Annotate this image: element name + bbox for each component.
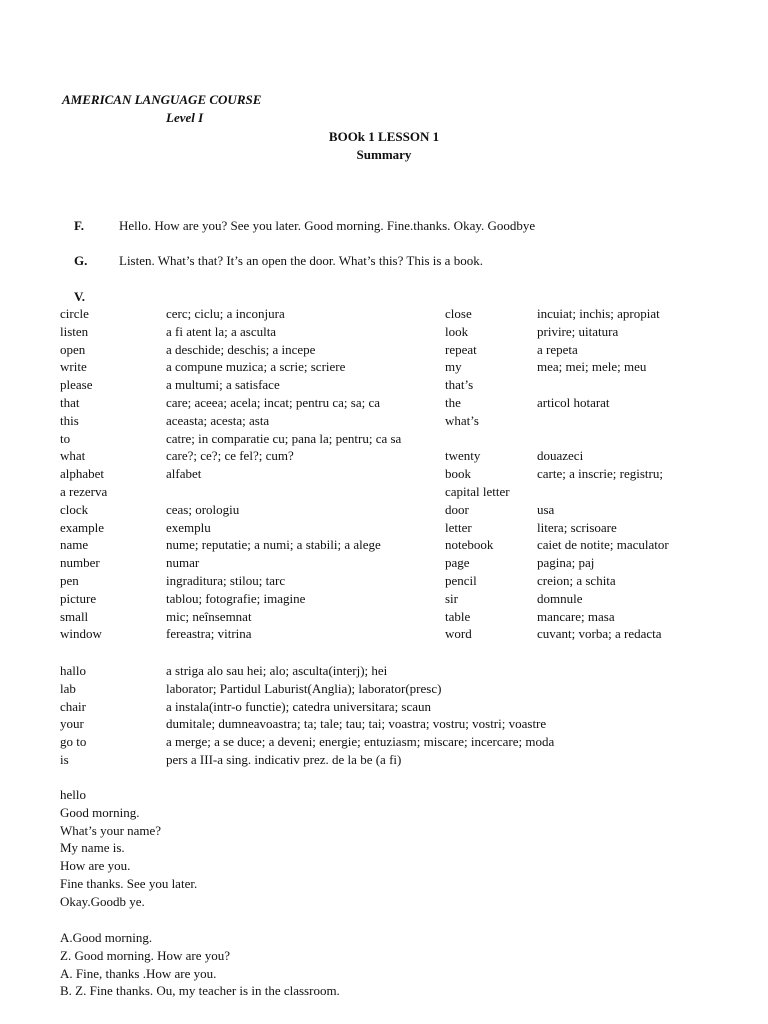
vocab-row [0,323,768,341]
vocab-english-word: the [445,394,461,410]
section-v-label: V. [74,289,85,304]
vocab-row [0,376,768,394]
vocab-translation: douazeci [537,448,584,464]
vocab-translation: numar [166,555,200,571]
vocab-english-word: this [60,412,79,428]
dialog-line: A. Fine, thanks .How are you. [60,965,217,981]
vocab-english-word: example [60,519,105,535]
vocab-translation: nume; reputatie; a numi; a stabili; a alege [166,537,381,553]
vocab-translation: usa [537,501,555,517]
course-title: AMERICAN LANGUAGE COURSE [62,92,262,107]
vocabulary-table [0,305,768,643]
dialog-line: My name is. [60,840,125,856]
vocab-row [0,430,768,448]
vocab-row [0,625,768,643]
vocab-translation: mea; mei; mele; meu [537,359,647,375]
vocab-translation: care?; ce?; ce fel?; cum? [166,448,294,464]
vocab-english-word: number [60,555,100,571]
vocab-translation: mancare; masa [537,608,615,624]
vocab-translation: a repeta [537,341,578,357]
vocab-translation: privire; uitatura [537,323,619,339]
vocab-english-word: to [60,430,71,446]
vocab-english-word: lab [60,680,76,696]
vocab-english-word: go to [60,734,87,750]
vocab-english-word: chair [60,698,86,714]
vocab-english-word: picture [60,590,97,606]
vocab-english-word: open [60,341,86,357]
dialog-line: Z. Good morning. How are you? [60,947,231,963]
vocab-translation: litera; scrisoare [537,519,617,535]
summary-heading: Summary [356,147,412,162]
vocab-english-word: alphabet [60,466,105,482]
book-lesson-text: BOOk 1 LESSON 1 [328,129,440,144]
vocab-english-word: listen [60,323,89,339]
book-lesson-title [0,128,768,146]
vocab-row [0,501,768,519]
vocab-english-word: what’s [445,412,479,428]
vocab-english-word: twenty [445,448,481,464]
vocab-row [0,394,768,412]
vocab-english-word: that [60,394,80,410]
extra-vocab-row [0,698,768,716]
extra-vocab-row [0,662,768,680]
vocab-translation: catre; in comparatie cu; pana la; pentru; ca sa [166,430,402,446]
vocab-english-word: pen [60,572,79,588]
vocab-translation: domnule [537,590,583,606]
vocab-row [0,358,768,376]
vocab-english-word: capital letter [445,483,510,499]
vocab-translation: a instala(intr-o functie); catedra universitara; scaun [166,698,432,714]
vocab-english-word: circle [60,306,89,321]
vocab-translation: ceas; orologiu [166,501,240,517]
vocab-translation: laborator; Partidul Laburist(Anglia); laborator(presc) [166,680,442,696]
vocab-translation: cuvant; vorba; a redacta [537,626,662,642]
vocab-english-word: a rezerva [60,483,108,499]
vocab-row [0,572,768,590]
vocab-row [0,447,768,465]
extra-vocab-row [0,733,768,751]
vocab-translation: pagina; paj [537,555,595,571]
vocab-english-word: repeat [445,341,477,357]
vocab-english-word: is [60,751,69,767]
vocab-translation: aceasta; acesta; asta [166,412,270,428]
vocab-english-word: book [445,466,471,482]
dialog-line: Okay.Goodb ye. [60,893,145,909]
section-f-text: Hello. How are you? See you later. Good morning. Fine.thanks. Okay. Goodbye [119,218,536,233]
dialog-line: A.Good morning. [60,930,153,945]
vocab-row [0,305,768,323]
vocab-english-word: door [445,501,469,517]
dialog-two [60,929,340,1000]
dialog-line: B. Z. Fine thanks. Ou, my teacher is in the classroom. [60,983,340,999]
vocab-row [0,608,768,626]
vocab-translation: pers a III-a sing. indicativ prez. de la be (a fi) [166,751,402,767]
extra-vocab-row [0,680,768,698]
vocab-translation: caiet de notite; maculator [537,537,669,553]
extra-vocabulary-list [0,662,768,769]
extra-vocab-row [0,751,768,769]
vocab-translation: a merge; a se duce; a deveni; energie; entuziasm; miscare; incercare; moda [166,734,555,750]
vocab-translation: exemplu [166,519,211,535]
vocab-translation: dumitale; dumneavoastra; ta; tale; tau; tai; voastra; vostru; vostri; voastre [166,716,547,732]
vocab-english-word: your [60,716,84,732]
vocab-english-word: pencil [445,572,477,588]
vocab-english-word: look [445,323,469,339]
vocab-english-word: close [445,306,472,321]
dialog-line: hello [60,787,86,802]
vocab-english-word: that’s [445,377,474,393]
vocab-english-word: name [60,537,89,553]
vocab-english-word: please [60,377,93,393]
vocab-translation: cerc; ciclu; a inconjura [166,306,285,321]
dialog-line: Good morning. [60,804,140,820]
vocab-translation: care; aceea; acela; incat; pentru ca; sa; ca [166,394,380,410]
vocab-row [0,465,768,483]
dialog-line: Fine thanks. See you later. [60,875,198,891]
vocab-row [0,554,768,572]
vocab-row [0,412,768,430]
vocab-english-word: my [445,359,462,375]
vocab-english-word: what [60,448,86,464]
vocab-english-word: small [60,608,89,624]
vocab-translation: tablou; fotografie; imagine [166,590,306,606]
vocab-translation: articol hotarat [537,394,610,410]
section-g-label: G. [74,253,88,268]
vocab-translation: a fi atent la; a asculta [166,323,277,339]
vocab-translation: a deschide; deschis; a incepe [166,341,316,357]
vocab-translation: incuiat; inchis; apropiat [537,306,660,321]
vocab-english-word: sir [445,590,458,606]
vocab-translation: a multumi; a satisface [166,377,280,393]
vocab-english-word: write [60,359,87,375]
vocab-translation: mic; neînsemnat [166,608,252,624]
vocab-row [0,519,768,537]
vocab-english-word: notebook [445,537,494,553]
section-g-text: Listen. What’s that? It’s an open the door. What’s this? This is a book. [119,253,483,268]
vocab-row [0,341,768,359]
vocab-english-word: word [445,626,472,642]
vocab-row [0,483,768,501]
vocab-english-word: window [60,626,102,642]
vocab-row [0,590,768,608]
vocab-translation: ingraditura; stilou; tarc [166,572,286,588]
vocab-english-word: page [445,555,470,571]
dialog-line: What’s your name? [60,822,162,838]
vocab-english-word: table [445,608,471,624]
vocab-translation: carte; a inscrie; registru; [537,466,663,482]
vocab-translation: alfabet [166,466,202,482]
section-f-label: F. [74,218,84,233]
course-level: Level I [166,110,204,125]
vocab-translation: a compune muzica; a scrie; scriere [166,359,346,375]
vocab-english-word: clock [60,501,89,517]
vocab-english-word: letter [445,519,472,535]
extra-vocab-row [0,715,768,733]
vocab-row [0,536,768,554]
dialog-line: How are you. [60,858,131,874]
vocab-translation: a striga alo sau hei; alo; asculta(interj); hei [166,663,388,678]
vocab-english-word: hallo [60,663,86,678]
dialog-one [60,786,197,911]
vocab-translation: fereastra; vitrina [166,626,252,642]
vocab-translation: creion; a schita [537,572,616,588]
